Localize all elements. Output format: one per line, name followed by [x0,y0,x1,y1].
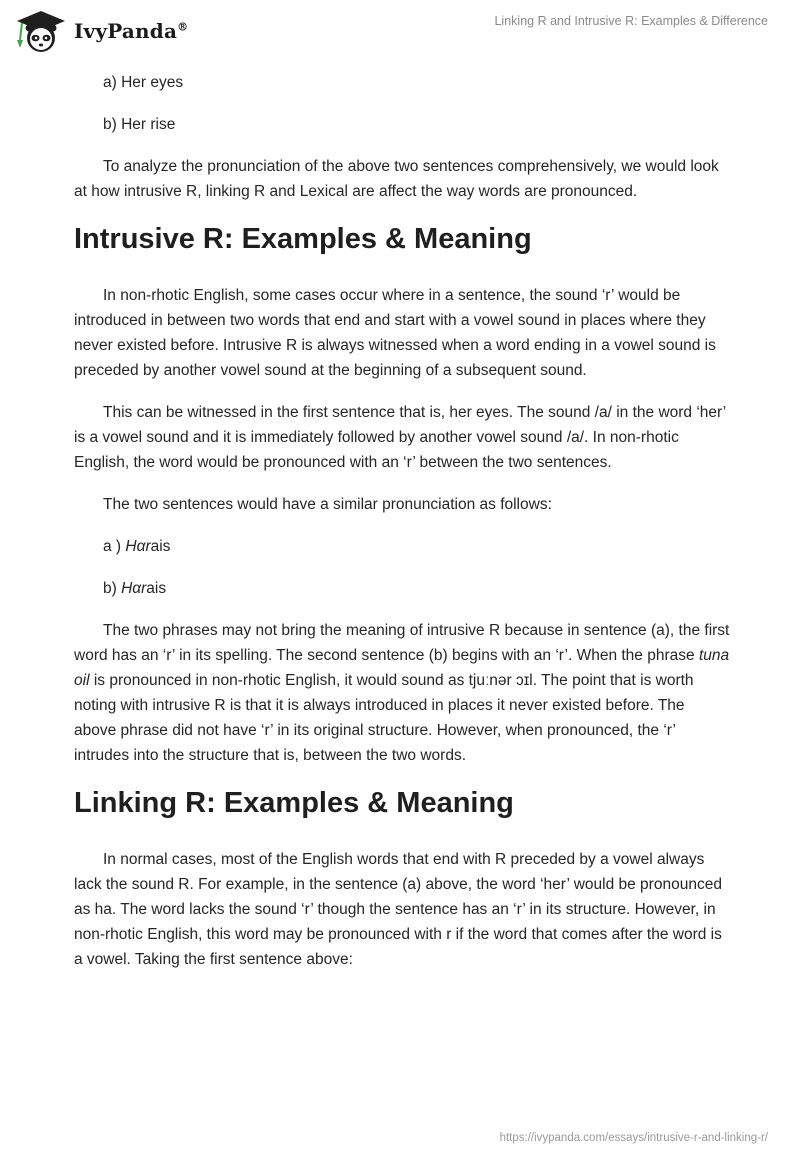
paragraph-similar-pronunciation: The two sentences would have a similar pronunciation as follows: [103,496,552,513]
item-a-prefix: a ) [103,538,126,555]
item-b-suffix: ais [146,580,167,597]
heading-intrusive-r: Intrusive R: Examples & Meaning [74,223,532,255]
item-b-italic: Hαr [121,580,147,597]
document-title: Linking R and Intrusive R: Examples & Difference [494,14,768,28]
two-phrases-after: is pronounced in non-rhotic English, it would sound as tjuːnər ɔɪl. The point that is worth noting with intrusive R is that it is always introduced in places it never existed before. The above phrase did not have ‘r’ in its original structure. However, when pronounced, the ‘r’ intrudes into the structure that is, between the two words. [74,672,694,764]
page-header [0,0,800,60]
tuna-oil-italic: tuna oil [74,647,730,689]
paragraph-two-phrases [74,618,730,768]
two-phrases-before: The two phrases may not bring the meaning of intrusive R because in sentence (a), the first word has an ‘r’ in its spelling. The second sentence (b) begins with an ‘r’. When the phrase [74,622,730,664]
brand-label: IvyPanda [74,19,178,43]
list-item-her-rise: b) Her rise [103,116,176,133]
list-item-her-eyes: a) Her eyes [103,74,184,91]
pronunciation-item-b [74,576,730,601]
paragraph-analyze: To analyze the pronunciation of the above two sentences comprehensively, we would look at how intrusive R, linking R and Lexical are affect the way words are pronounced. [74,158,719,200]
paragraph-linking: In normal cases, most of the English words that end with R preceded by a vowel always lack the sound R. For example, in the sentence (a) above, the word ‘her’ would be pronounced as ha. The word lacks the sound ‘r’ though the sentence has an ‘r’ in its structure. However, in non-rhotic English, this word may be pronounced with r if the word that comes after the word is a vowel. Taking the first sentence above: [74,851,722,968]
panda-graduate-icon [14,8,68,54]
item-b-prefix: b) [103,580,122,597]
paragraph-intrusive-definition: In non-rhotic English, some cases occur where in a sentence, the sound ‘r’ would be introduced in between two words that end and start with a vowel sound in places where they never existed before. Intrusive R is always witnessed when a word ending in a vowel sound is preceded by another vowel sound at the beginning of a subsequent sound. [74,287,716,379]
trademark-symbol: ® [177,20,189,34]
paragraph-intrusive-example: This can be witnessed in the first sentence that is, her eyes. The sound /a/ in the word ‘her’ is a vowel sound and it is immediately followed by another vowel sound /a/. In non-rhotic English, the word would be pronounced with an ‘r’ between the two sentences. [74,404,726,471]
brand-name [74,19,188,43]
source-url[interactable]: https://ivypanda.com/essays/intrusive-r-and-linking-r/ [499,1132,768,1144]
essay-body [74,70,730,989]
item-a-suffix: ais [150,538,171,555]
ivypanda-logo[interactable] [14,8,188,54]
pronunciation-item-a [74,534,730,559]
heading-linking-r: Linking R: Examples & Meaning [74,787,514,819]
item-a-italic: Hαr [125,538,151,555]
